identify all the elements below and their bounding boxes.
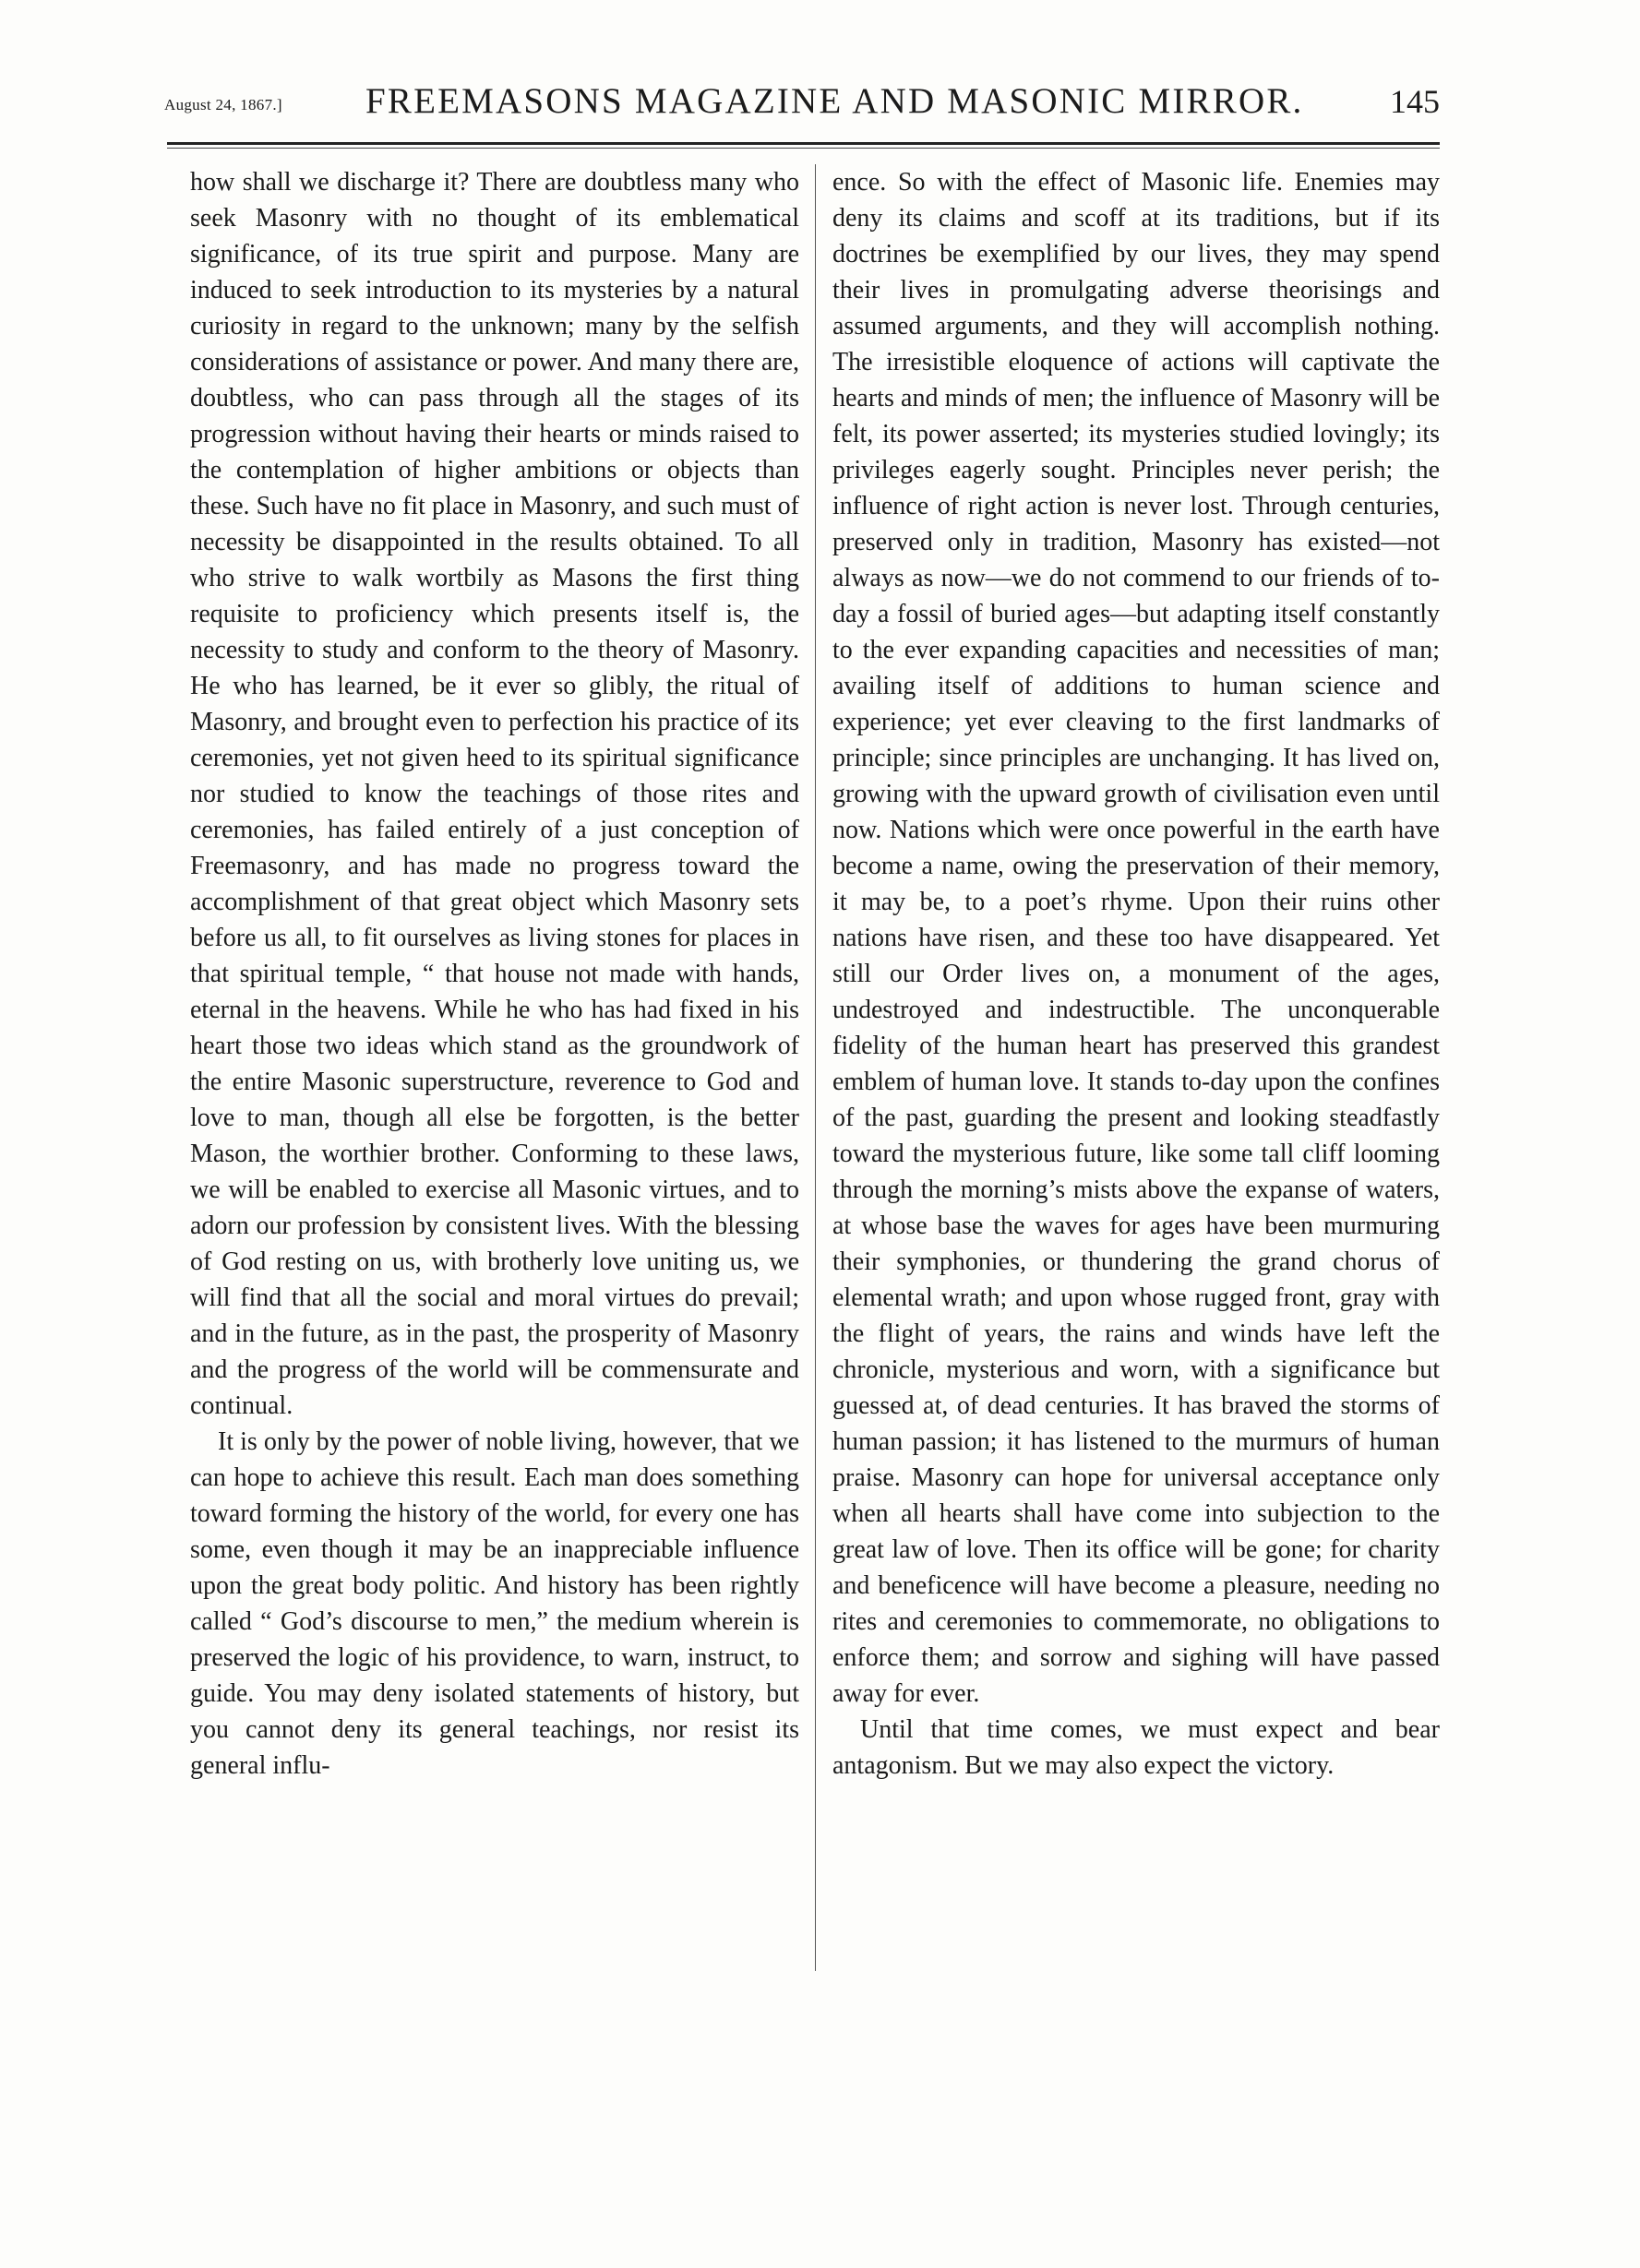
left-paragraph-1: how shall we discharge it? There are doubtless many who seek Masonry with no thought of its emblematical significance, of its true spirit and purpose. Many are induced to seek introduction to its mysteries by a natural curiosity in regard to the unknown; many by the selfish considerations of assistance or power. And many there are, doubtless, who can pass through all the stages of its progression without having their hearts or minds raised to the contemplation of higher ambitions or objects than these. Such have no fit place in Masonry, and such must of necessity be disappointed in the results obtained. To all who strive to walk wortbily as Masons the first thing requisite to proficiency which presents itself is, the necessity to study and conform to the theory of Masonry. He who has learned, be it ever so glibly, the ritual of Masonry, and brought even to perfection his practice of its ceremonies, yet not given heed to its spiritual significance nor studied to know the teachings of those rites and ceremonies, has failed entirely of a just conception of Freemasonry, and has made no progress toward the accomplishment of that great object which Masonry sets before us all, to fit ourselves as living stones for places in that spiritual temple, “ that house not made with hands, eternal in the heavens. While he who has had fixed in his heart those two ideas which stand as the groundwork of the entire Masonic superstructure, reverence to God and love to man, though all else be forgotten, is the better Mason, the worthier brother. Conforming to these laws, we will be enabled to exercise all Masonic virtues, and to adorn our profession by consistent lives. With the blessing of God resting on us, with brotherly love uniting us, we will find that all the social and moral virtues do prevail; and in the future, as in the past, the prosperity of Masonry and the progress of the world will be commensurate and continual. [190,168,799,1420]
magazine-title: FREEMASONS MAGAZINE AND MASONIC MIRROR. [365,81,1304,121]
page-number: 145 [1390,83,1440,120]
right-column [832,164,1440,1784]
right-paragraph-1: ence. So with the effect of Masonic life. Enemies may deny its claims and scoff at its traditions, but if its doctrines be exemplified by our lives, they may spend their lives in promulgating adverse theorisings and assumed arguments, and they will accomplish nothing. The irresistible eloquence of actions will captivate the hearts and minds of men; the influence of Masonry will be felt, its power asserted; its mysteries studied lovingly; its privileges eagerly sought. Principles never perish; the influence of right action is never lost. Through centuries, preserved only in tradition, Masonry has existed—not always as now—we do not commend to our friends of to-day a fossil of buried ages—but adapting itself constantly to the ever expanding capacities and necessities of man; availing itself of additions to human science and experience; yet ever cleaving to the first landmarks of principle; since principles are unchanging. It has lived on, growing with the upward growth of civilisation even until now. Nations which were once powerful in the earth have become a name, owing the preservation of their memory, it may be, to a poet’s rhyme. Upon their ruins other nations have risen, and these too have disappeared. Yet still our Order lives on, a monument of the ages, undestroyed and indestructible. The unconquerable fidelity of the human heart has preserved this grandest emblem of human love. It stands to-day upon the confines of the past, guarding the present and looking steadfastly toward the mysterious future, like some tall cliff looming through the morning’s mists above the expanse of waters, at whose base the waves for ages have been murmuring their symphonies, or thundering the grand chorus of elemental wrath; and upon whose rugged front, gray with the flight of years, the rains and winds have left the chronicle, mysterious and worn, with a significance but guessed at, of dead centuries. It has braved the storms of human passion; it has listened to the murmurs of human praise. Masonry can hope for universal acceptance only when all hearts shall have come into subjection to the great law of love. Then its office will be gone; for charity and beneficence will have become a pleasure, needing no rites and ceremonies to commemorate, no obligations to enforce them; and sorrow and sighing will have passed away for ever. [832,168,1440,1708]
left-column [190,164,799,1784]
header-rule-thin [167,148,1440,149]
header-rule-thick [167,142,1440,145]
running-header [164,81,1440,127]
left-paragraph-2: It is only by the power of noble living, however, that we can hope to achieve this result. Each man does something toward forming the history of the world, for every one has some, even though it may be an inappreciable influence upon the great body politic. And history has been rightly called “ God’s discourse to men,” the medium wherein is preserved the logic of his providence, to warn, instruct, to guide. You may deny isolated statements of history, but you cannot deny its general teachings, nor resist its general influ- [190,1427,799,1780]
column-divider [815,164,816,1971]
right-paragraph-2: Until that time comes, we must expect and bear antagonism. But we may also expect the victory. [832,1715,1440,1780]
issue-date: August 24, 1867.] [164,96,282,113]
